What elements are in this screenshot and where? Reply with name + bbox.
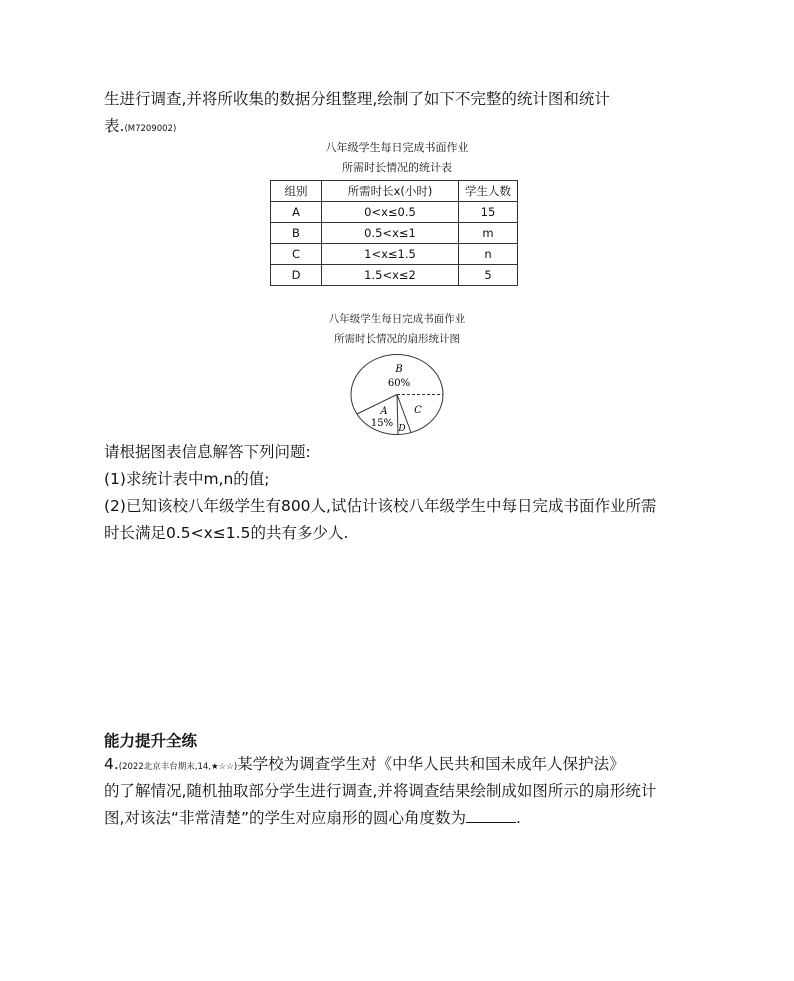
table-header-cell: 学生人数 <box>459 181 518 202</box>
problem-source: (2022北京丰台期末,14,★☆☆) <box>118 762 238 772</box>
table-cell: m <box>459 223 518 244</box>
table-caption-line-1: 八年级学生每日完成书面作业 <box>325 141 469 154</box>
section-title: 能力提升全练 <box>104 732 198 750</box>
pie-label-a-percent: 15% <box>370 418 394 429</box>
table-cell: B <box>271 223 322 244</box>
table-cell: n <box>459 244 518 265</box>
table-header-cell: 所需时长x(小时) <box>322 181 459 202</box>
table-cell: C <box>271 244 322 265</box>
answer-blank[interactable] <box>466 808 516 823</box>
problem-4-text-3: 图,对该法“非常清楚”的学生对应扇形的圆心角度数为 <box>104 809 466 827</box>
question-code: (M7209002) <box>124 124 177 134</box>
question-2-line-2: 时长满足0.5<x≤1.5的共有多少人. <box>104 524 349 542</box>
question-1: (1)求统计表中m,n的值; <box>104 470 270 488</box>
problem-4-line-2: 的了解情况,随机抽取部分学生进行调查,并将调查结果绘制成如图所示的扇形统计 <box>104 782 657 800</box>
pie-label-c: C <box>414 405 422 416</box>
table-row <box>271 265 518 286</box>
intro-line-1: 生进行调查,并将所收集的数据分组整理,绘制了如下不完整的统计图和统计 <box>104 90 610 108</box>
table-row <box>271 244 518 265</box>
question-2-line-1: (2)已知该校八年级学生有800人,试估计该校八年级学生中每日完成书面作业所需 <box>104 497 657 515</box>
problem-number: 4. <box>104 755 119 773</box>
pie-label-b: B <box>395 364 403 375</box>
problem-4-line-3 <box>104 808 521 828</box>
problem-4-text-1: 某学校为调查学生对《中华人民共和国未成年人保护法》 <box>237 755 625 773</box>
questions-prompt: 请根据图表信息解答下列问题: <box>104 443 311 461</box>
pie-divider-a-b <box>357 395 397 415</box>
table-cell: 1.5<x≤2 <box>322 265 459 286</box>
table-cell: 5 <box>459 265 518 286</box>
pie-label-a: A <box>380 406 388 417</box>
table-cell: D <box>271 265 322 286</box>
pie-caption-line-2: 所需时长情况的扇形统计图 <box>334 333 460 345</box>
table-row <box>271 223 518 244</box>
pie-label-d: D <box>398 424 406 434</box>
intro-line-2-text: 表. <box>104 117 125 135</box>
problem-4-line-1 <box>104 754 625 777</box>
table-header-row <box>271 181 518 202</box>
table-cell: 1<x≤1.5 <box>322 244 459 265</box>
table-header-cell: 组别 <box>271 181 322 202</box>
statistics-table <box>270 180 518 286</box>
pie-chart <box>347 353 447 439</box>
problem-4-end: . <box>516 809 521 827</box>
intro-line-2 <box>104 116 176 139</box>
table-cell: 15 <box>459 202 518 223</box>
table-caption-line-2: 所需时长情况的统计表 <box>342 161 452 174</box>
pie-label-b-percent: 60% <box>387 378 411 389</box>
table-row <box>271 202 518 223</box>
pie-caption-line-1: 八年级学生每日完成书面作业 <box>328 313 466 325</box>
table-cell: 0<x≤0.5 <box>322 202 459 223</box>
table-cell: A <box>271 202 322 223</box>
table-cell: 0.5<x≤1 <box>322 223 459 244</box>
